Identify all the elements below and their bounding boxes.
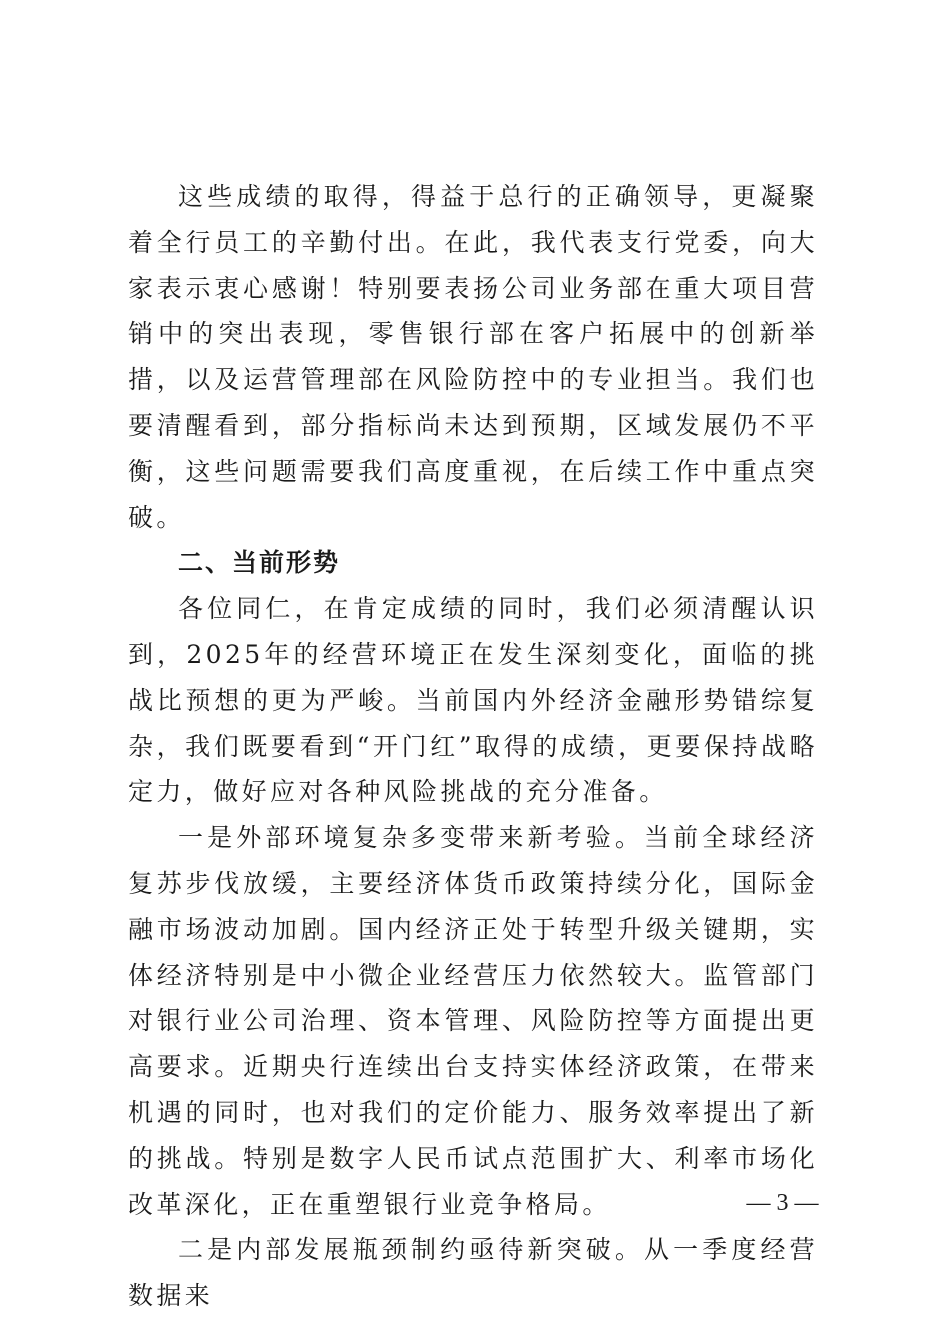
section-heading-current-situation: 二、当前形势 bbox=[178, 548, 341, 578]
paragraph-internal-bottleneck: 二是内部发展瓶颈制约亟待新突破。从一季度经营数据来 bbox=[128, 1235, 818, 1311]
document-body bbox=[128, 174, 818, 1319]
paragraph-situation-intro: 各位同仁，在肯定成绩的同时，我们必须清醒认识到，2025年的经营环境正在发生深刻变化，面临的挑战比预想的更为严峻。当前国内外经济金融形势错综复杂，我们既要看到“开门红”取得的成绩，更要保持战略定力，做好应对各种风险挑战的充分准备。 bbox=[128, 594, 818, 807]
paragraph-external-environment: 一是外部环境复杂多变带来新考验。当前全球经济复苏步伐放缓，主要经济体货币政策持续分化，国际金融市场波动加剧。国内经济正处于转型升级关键期，实体经济特别是中小微企业经营压力依然较大。监管部门对银行业公司治理、资本管理、风险防控等方面提出更高要求。近期央行连续出台支持实体经济政策，在带来机遇的同时，也对我们的定价能力、服务效率提出了新的挑战。特别是数字人民币试点范围扩大、利率市场化改革深化，正在重塑银行业竞争格局。 bbox=[128, 823, 818, 1219]
paragraph-achievements: 这些成绩的取得，得益于总行的正确领导，更凝聚着全行员工的辛勤付出。在此，我代表支行党委，向大家表示衷心感谢！特别要表扬公司业务部在重大项目营销中的突出表现，零售银行部在客户拓展中的创新举措，以及运营管理部在风险防控中的专业担当。我们也要清醒看到，部分指标尚未达到预期，区域发展仍不平衡，这些问题需要我们高度重视，在后续工作中重点突破。 bbox=[128, 182, 818, 532]
page-number: — 3 — bbox=[746, 1190, 819, 1216]
